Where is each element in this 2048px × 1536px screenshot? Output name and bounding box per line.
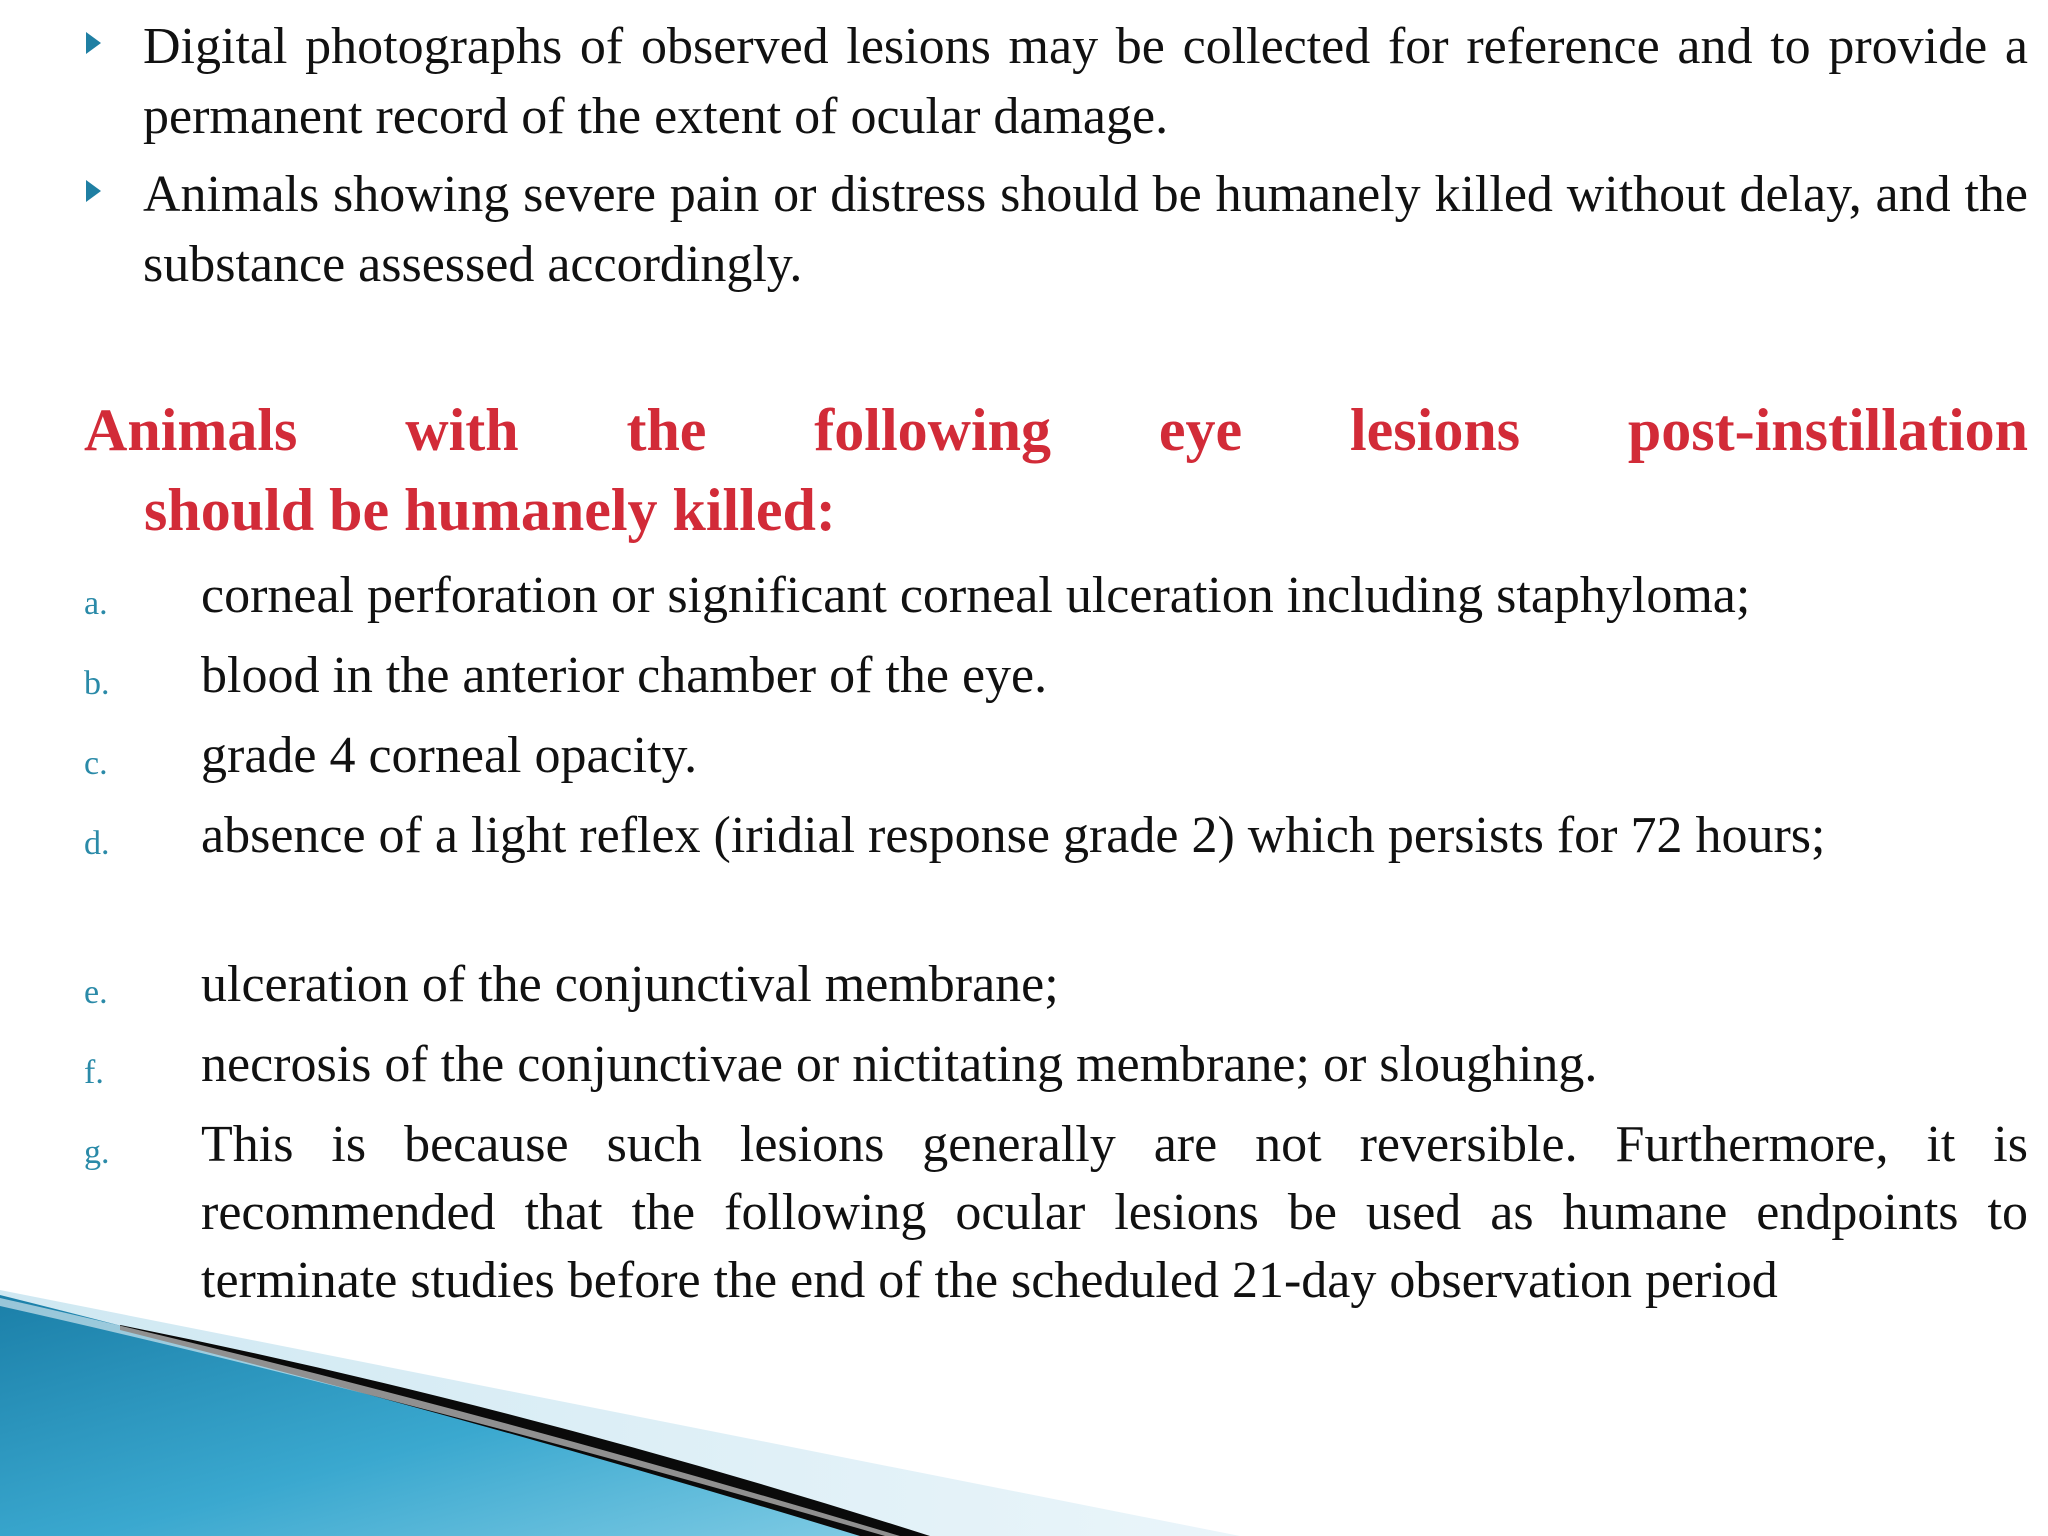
list-text: absence of a light reflex (iridial response grade 2) which persists for 72 hours; bbox=[201, 807, 1826, 864]
list-text: necrosis of the conjunctivae or nictitating membrane; or sloughing. bbox=[201, 1036, 1598, 1093]
list-text: blood in the anterior chamber of the eye. bbox=[201, 647, 1048, 704]
list-text: corneal perforation or significant corneal ulceration including staphyloma; bbox=[201, 567, 1751, 624]
bullet-text-1: Digital photographs of observed lesions may be collected for reference and to provide a permanent record of the extent of ocular damage. bbox=[143, 18, 2028, 145]
list-marker: a. bbox=[84, 585, 108, 622]
list-marker: e. bbox=[84, 974, 108, 1011]
bullet-text-2: Animals showing severe pain or distress should be humanely killed without delay, and the substance assessed accordingly. bbox=[143, 166, 2028, 293]
list-marker: d. bbox=[84, 825, 110, 862]
list-marker: g. bbox=[84, 1134, 110, 1171]
triangle-bullet-icon bbox=[86, 180, 101, 202]
list-marker: f. bbox=[84, 1054, 104, 1091]
section-heading-line-1: Animals with the following eye lesions post-instillation bbox=[84, 397, 2028, 463]
list-text: This is because such lesions generally are not reversible. Furthermore, it is recommended that the following ocular lesions be used as humane endpoints to terminate studies before the end of the scheduled 21-day observation period bbox=[201, 1116, 2028, 1309]
triangle-bullet-icon bbox=[86, 32, 101, 54]
list-marker: b. bbox=[84, 665, 110, 702]
list-text: grade 4 corneal opacity. bbox=[201, 727, 698, 784]
list-marker: c. bbox=[84, 745, 108, 782]
section-heading bbox=[84, 390, 2028, 550]
list-text: ulceration of the conjunctival membrane; bbox=[201, 956, 1059, 1013]
section-heading-line-2: should be humanely killed: bbox=[144, 477, 836, 543]
